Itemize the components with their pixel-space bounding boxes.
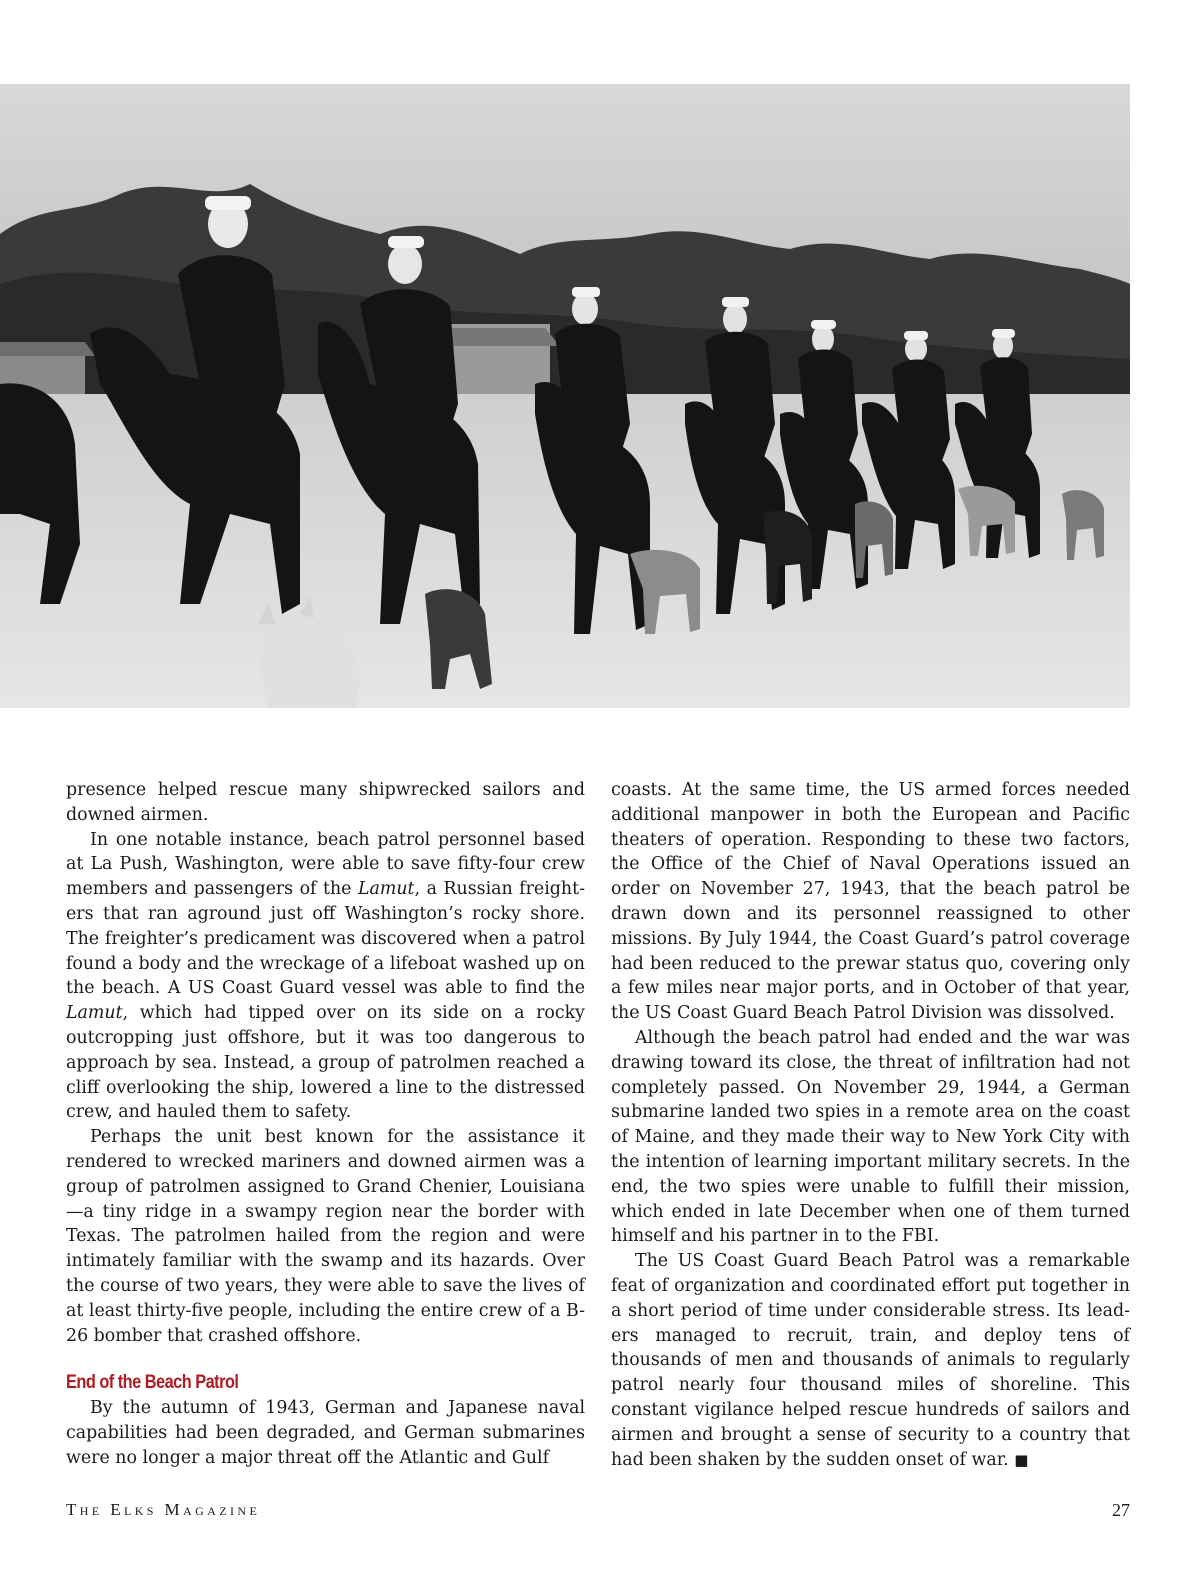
page-number: 27 (1112, 1500, 1130, 1520)
text-run: , a Russian freighters that ran aground just off Washington’s rocky shore. The freighter’s predicament was discovered when a patrol found a body and the wreckage of a lifeboat washed up on the beach. A US Coast Guard vessel was able to find the (66, 879, 585, 999)
right-column (611, 778, 1130, 1472)
paragraph: By the autumn of 1943, German and Japanese naval capabilities had been degraded, and German submarines were no longer a major threat off the Atlantic and Gulf (66, 1398, 585, 1468)
page-footer (66, 1500, 1130, 1530)
left-column (66, 778, 585, 1472)
text-run: In one notable instance, beach patrol personnel based at La Push, Washington, were able to save fifty-four crew members and passengers of the (66, 829, 585, 900)
ship-name: Lamut (66, 1003, 123, 1024)
beach-patrol-photo (0, 84, 1130, 708)
text-run: The US Coast Guard Beach Patrol was a remarkable feat of organization and coordinated effort put together in a short period of time under considerable stress. Its leaders managed to recruit, train, and deploy tens of thousands of men and thousands of animals to regularly patrol nearly four thousand miles of shoreline. This constant vigilance helped rescue hundreds of sailors and airmen and brought a sense of security to a country that had been shaken by the sudden onset of war. (611, 1251, 1130, 1470)
paragraph: Perhaps the unit best known for the assistance it rendered to wrecked mariners and downed airmen was a group of patrolmen assigned to Grand Chenier, Louisiana—a tiny ridge in a swampy region near the border with Texas. The patrolmen hailed from the region and were intimately familiar with the swamp and its hazards. Over the course of two years, they were able to save the lives of at least thirty-five people, including the entire crew of a B-26 bomber that crashed offshore. (66, 1127, 585, 1346)
paragraph: coasts. At the same time, the US armed forces needed additional manpower in both the European and Pacific theaters of operation. Responding to these two factors, the Office of the Chief of Naval Operations issued an order on November 27, 1943, that the beach patrol be drawn down and its personnel reassigned to other missions. By July 1944, the Coast Guard’s patrol coverage had been reduced to the prewar status quo, covering only a few miles near major ports, and in October of that year, the US Coast Guard Beach Patrol Division was dissolved. (611, 780, 1130, 1024)
magazine-title: The Elks Magazine (66, 1500, 261, 1519)
article-body (66, 778, 1130, 1472)
paragraph (66, 828, 585, 1126)
text-run: , which had tipped over on its side on a rocky outcropping just offshore, but it was too dangerous to approach by sea. Instead, a group of patrolmen reached a cliff overlooking the ship, lowered a line to the distressed crew, and hauled them to safety. (66, 1003, 585, 1123)
end-mark-icon: ■ (1014, 1450, 1029, 1469)
paragraph (611, 1249, 1130, 1472)
paragraph: Although the beach patrol had ended and the war was drawing toward its close, the threat of infiltration had not completely passed. On November 29, 1944, a German submarine landed two spies in a remote area on the coast of Maine, and they made their way to New York City with the intention of learning important military secrets. In the end, the two spies were unable to fulfill their mission, which ended in late December when one of them turned himself and his partner in to the FBI. (611, 1027, 1130, 1247)
section-heading: End of the Beach Patrol (66, 1372, 239, 1394)
ship-name: Lamut (357, 879, 415, 900)
paragraph: presence helped rescue many shipwrecked sailors and downed airmen. (66, 780, 585, 825)
